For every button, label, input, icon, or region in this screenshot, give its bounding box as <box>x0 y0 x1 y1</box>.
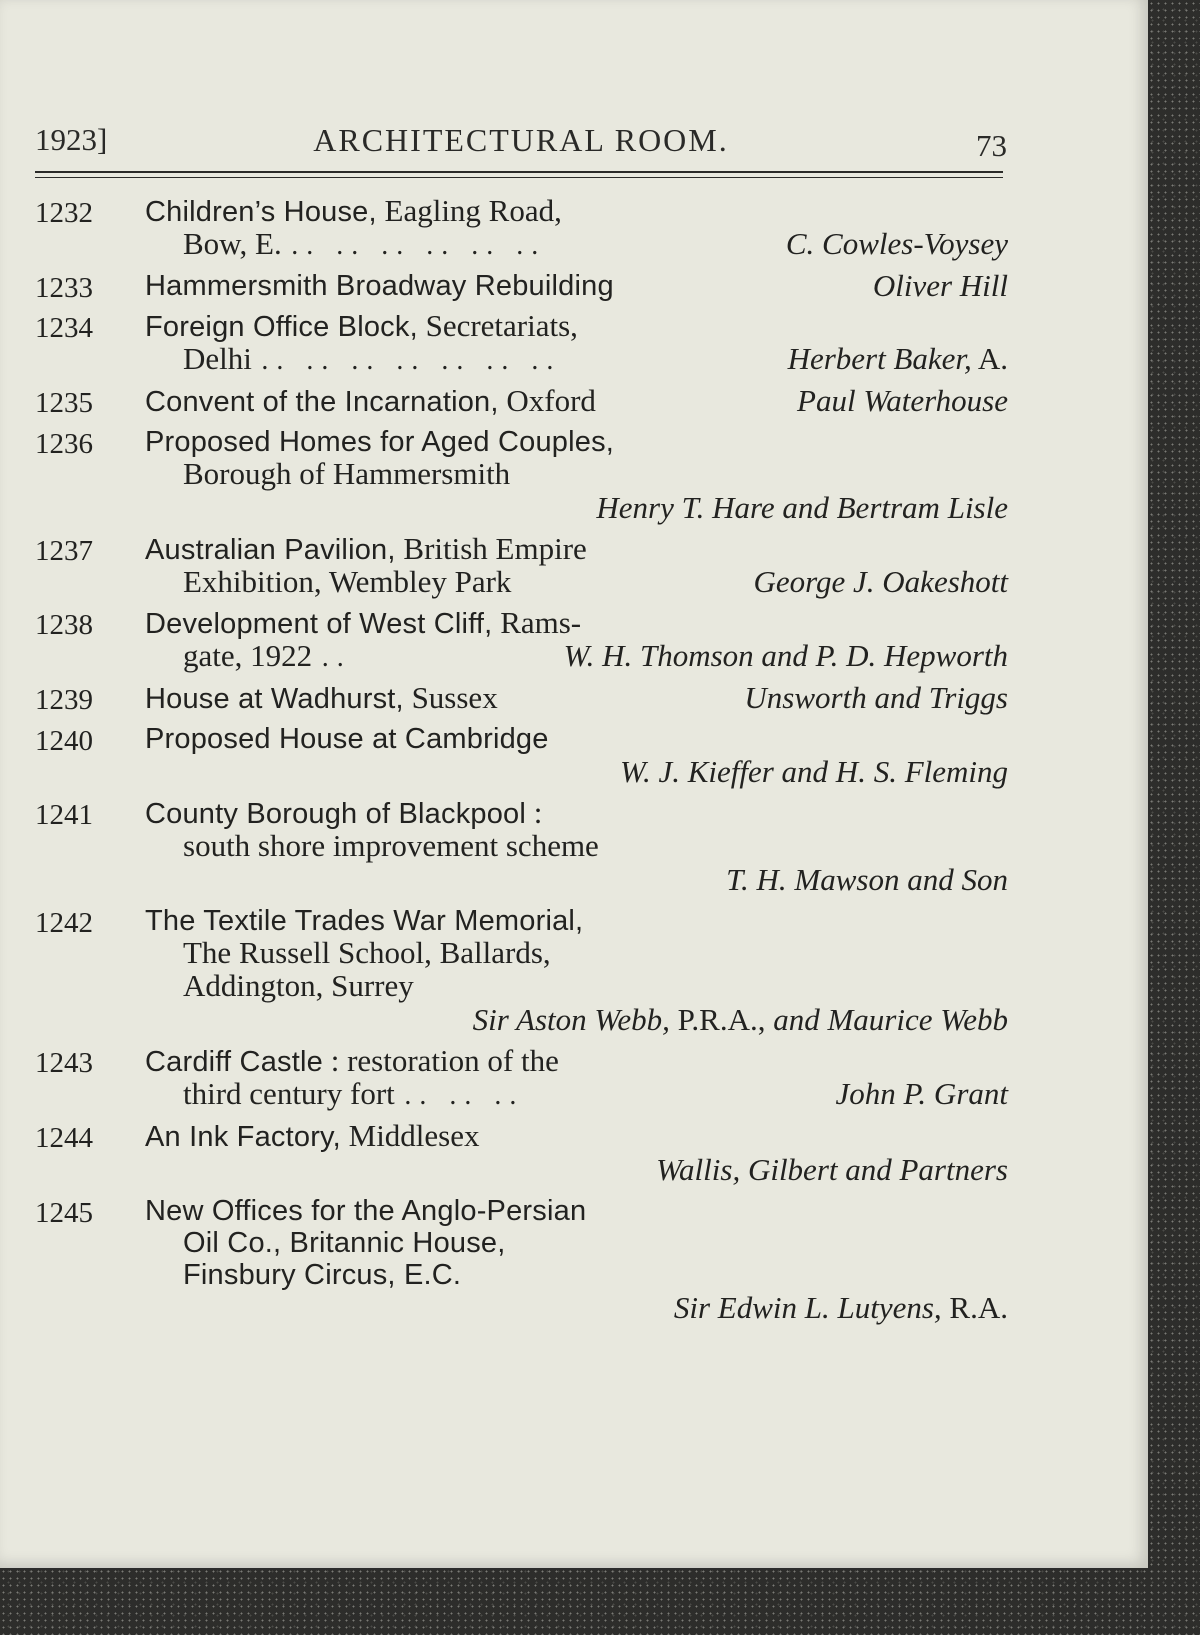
catalogue-entry <box>35 1045 1008 1112</box>
entry-architect-partner: and Maurice Webb <box>773 1002 1008 1037</box>
entry-location: : restoration of the <box>322 1043 559 1078</box>
entry-title: The Textile Trades War Memorial, <box>145 905 584 937</box>
catalogue-entry <box>35 1195 1008 1325</box>
entry-title: Hammersmith Broadway Rebuilding <box>145 270 614 302</box>
entry-title: House at Wadhurst, <box>145 683 404 715</box>
entry-number: 1233 <box>35 272 93 304</box>
catalogue-entry <box>35 1120 1008 1187</box>
catalogue-entry <box>35 270 1008 302</box>
entry-location: Bow, E. <box>183 226 282 261</box>
entry-punctuation: : <box>526 795 543 830</box>
entry-location: Sussex <box>403 680 498 715</box>
entry-title: Foreign Office Block, <box>145 311 418 343</box>
entry-architect: Herbert Baker, <box>787 341 972 376</box>
entry-location: south shore improvement scheme <box>183 828 599 863</box>
catalogue-entry <box>35 310 1008 377</box>
catalogue-entries <box>35 195 1008 1333</box>
entry-title: Australian Pavilion, <box>145 534 396 566</box>
leader-dots: .. .. .. <box>404 1080 525 1111</box>
entry-number: 1239 <box>35 684 93 716</box>
page-number: 73 <box>976 128 1007 163</box>
entry-title: Development of West Cliff, <box>145 608 493 640</box>
leader-dots: .. .. .. .. .. .. .. <box>261 345 562 376</box>
entry-architect: Henry T. Hare and Bertram Lisle <box>596 490 1008 525</box>
entry-location: Oxford <box>498 383 596 418</box>
entry-architect: John P. Grant <box>835 1076 1008 1111</box>
entry-architect: Wallis, Gilbert and Partners <box>656 1152 1008 1187</box>
header-rule-thin <box>35 177 1003 178</box>
entry-architect: Sir Edwin L. Lutyens, <box>673 1290 942 1325</box>
entry-title: An Ink Factory, <box>145 1121 341 1153</box>
entry-location: The Russell School, Ballards, <box>183 935 551 970</box>
entry-location: Exhibition, Wembley Park <box>183 564 512 599</box>
entry-number: 1235 <box>35 387 93 419</box>
entry-number: 1244 <box>35 1122 93 1154</box>
entry-number: 1236 <box>35 428 93 460</box>
entry-location: British Empire <box>395 531 587 566</box>
entry-location: Eagling Road, <box>376 193 562 228</box>
leader-dots: .. <box>321 642 352 673</box>
catalogue-entry <box>35 533 1008 599</box>
entry-architect: George J. Oakeshott <box>753 564 1008 599</box>
entry-architect: Unsworth and Triggs <box>744 680 1008 715</box>
entry-architect: W. J. Kieffer and H. S. Fleming <box>619 754 1008 789</box>
catalogue-entry <box>35 797 1008 897</box>
running-header <box>35 122 1007 166</box>
entry-architect: Sir Aston Webb, <box>472 1002 670 1037</box>
entry-location: gate, 1922 <box>183 638 313 673</box>
catalogue-entry <box>35 385 1008 418</box>
catalogue-entry <box>35 723 1008 789</box>
entry-number: 1232 <box>35 197 93 229</box>
entry-architect: W. H. Thomson and P. D. Hepworth <box>563 638 1008 673</box>
leader-dots: .. .. .. .. .. .. <box>291 230 547 261</box>
entry-title: New Offices for the Anglo-Persian <box>145 1195 587 1227</box>
entry-architect: T. H. Mawson and Son <box>726 862 1008 897</box>
entry-location: Addington, Surrey <box>183 968 414 1003</box>
entry-title: Children’s House, <box>145 196 377 228</box>
catalogue-entry <box>35 607 1008 674</box>
entry-number: 1234 <box>35 312 93 344</box>
entry-title: Proposed Homes for Aged Couples, <box>145 426 615 458</box>
architect-honour: P.R.A., <box>669 1002 774 1037</box>
entry-number: 1243 <box>35 1047 93 1079</box>
entry-number: 1245 <box>35 1197 93 1229</box>
header-year: 1923] <box>35 122 108 157</box>
entry-location: Borough of Hammersmith <box>183 456 511 491</box>
entry-title: Proposed House at Cambridge <box>145 723 549 755</box>
entry-number: 1241 <box>35 799 93 831</box>
entry-architect: Oliver Hill <box>872 268 1008 303</box>
catalogue-entry <box>35 905 1008 1037</box>
entry-title: County Borough of Blackpool <box>145 798 527 830</box>
catalogue-entry <box>35 682 1008 715</box>
entry-location: Secretariats, <box>417 308 578 343</box>
entry-title-continued: Finsbury Circus, E.C. <box>183 1259 462 1291</box>
entry-number: 1238 <box>35 609 93 641</box>
entry-location: Middlesex <box>340 1118 480 1153</box>
entry-location: Delhi <box>183 341 252 376</box>
architect-honour: R.A. <box>941 1290 1008 1325</box>
entry-location: Rams- <box>492 605 582 640</box>
entry-number: 1242 <box>35 907 93 939</box>
architect-honour: A. <box>971 341 1008 376</box>
catalogue-entry <box>35 195 1008 262</box>
entry-number: 1240 <box>35 725 93 757</box>
entry-location: third century fort <box>183 1076 395 1111</box>
header-title: ARCHITECTURAL ROOM. <box>313 122 729 158</box>
entry-title-continued: Oil Co., Britannic House, <box>183 1227 506 1259</box>
entry-title: Convent of the Incarnation, <box>145 386 499 418</box>
entry-architect: Paul Waterhouse <box>797 383 1008 418</box>
entry-title: Cardiff Castle <box>145 1046 323 1078</box>
entry-number: 1237 <box>35 535 93 567</box>
catalogue-entry <box>35 426 1008 525</box>
entry-architect: C. Cowles-Voysey <box>785 226 1008 261</box>
header-rule <box>35 171 1003 173</box>
